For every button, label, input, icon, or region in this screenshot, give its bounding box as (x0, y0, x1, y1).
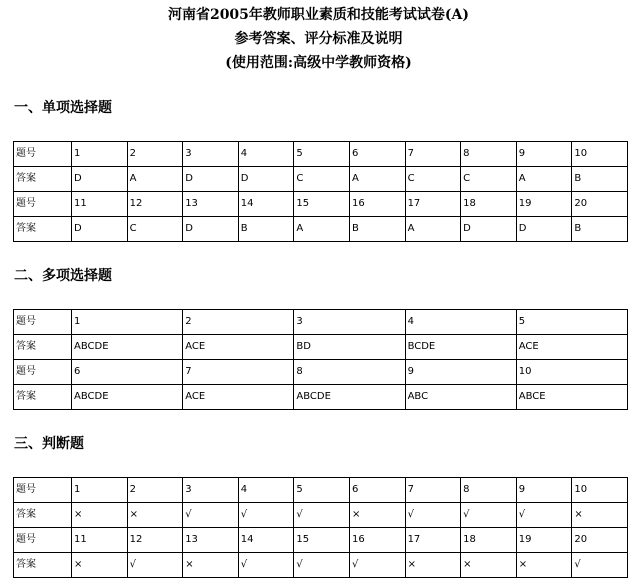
table-cell: 13 (183, 192, 239, 217)
table-cell: 7 (183, 360, 294, 385)
table-cell: 6 (72, 360, 183, 385)
table-row (14, 167, 628, 192)
table-cell: 5 (294, 478, 350, 503)
document-subtitle: 参考答案、评分标准及说明 (234, 31, 403, 47)
table-cell: 2 (183, 310, 294, 335)
table-cell: √ (294, 553, 350, 578)
table-cell: 15 (294, 192, 350, 217)
table-cell: 答案 (14, 335, 72, 360)
table-cell: × (127, 503, 183, 528)
table-cell: 4 (238, 478, 294, 503)
table-cell: 5 (516, 310, 627, 335)
table-cell: 1 (72, 478, 128, 503)
table-cell: ABCDE (72, 335, 183, 360)
table-row (14, 385, 628, 410)
table-cell: B (572, 167, 628, 192)
table-cell: 题号 (14, 192, 72, 217)
table-cell: 17 (405, 528, 461, 553)
table-cell: × (72, 503, 128, 528)
table-cell: 7 (405, 142, 461, 167)
section-heading-single-choice: 一、单项选择题 (14, 100, 112, 116)
table-cell: 2 (127, 478, 183, 503)
table-cell: 2 (127, 142, 183, 167)
table-cell: √ (183, 503, 239, 528)
table-cell: 16 (349, 528, 405, 553)
table-cell: A (516, 167, 572, 192)
table-cell: C (127, 217, 183, 242)
table-cell: 19 (516, 192, 572, 217)
table-row (14, 528, 628, 553)
table-cell: 3 (183, 142, 239, 167)
table-cell: 15 (294, 528, 350, 553)
table-cell: × (516, 553, 572, 578)
table-cell: 6 (349, 142, 405, 167)
table-cell: ACE (183, 335, 294, 360)
table-cell: D (72, 217, 128, 242)
single-choice-answer-table (13, 141, 628, 242)
table-cell: 3 (183, 478, 239, 503)
table-cell: 16 (349, 192, 405, 217)
table-cell: 4 (238, 142, 294, 167)
table-cell: 题号 (14, 360, 72, 385)
table-cell: D (72, 167, 128, 192)
table-cell: 17 (405, 192, 461, 217)
table-cell: 19 (516, 528, 572, 553)
document-title: 河南省2005年教师职业素质和技能考试试卷(A) (167, 7, 470, 23)
table-cell: × (572, 503, 628, 528)
table-cell: 题号 (14, 478, 72, 503)
table-cell: A (405, 217, 461, 242)
table-cell: 题号 (14, 142, 72, 167)
table-row (14, 192, 628, 217)
table-cell: × (72, 553, 128, 578)
table-cell: × (183, 553, 239, 578)
table-cell: 11 (72, 528, 128, 553)
table-cell: ACE (183, 385, 294, 410)
table-cell: × (405, 553, 461, 578)
table-cell: C (405, 167, 461, 192)
table-cell: 9 (405, 360, 516, 385)
table-cell: 题号 (14, 310, 72, 335)
table-cell: BD (294, 335, 405, 360)
table-cell: 答案 (14, 217, 72, 242)
table-cell: 11 (72, 192, 128, 217)
table-row (14, 335, 628, 360)
table-cell: 8 (294, 360, 405, 385)
table-cell: 9 (516, 142, 572, 167)
table-cell: 3 (294, 310, 405, 335)
table-cell: 4 (405, 310, 516, 335)
table-cell: 10 (572, 142, 628, 167)
table-row (14, 310, 628, 335)
table-cell: 1 (72, 142, 128, 167)
usage-scope: (使用范围:高级中学教师资格) (225, 55, 412, 71)
table-cell: 5 (294, 142, 350, 167)
table-cell: 答案 (14, 167, 72, 192)
table-cell: 6 (349, 478, 405, 503)
table-cell: BCDE (405, 335, 516, 360)
table-cell: 12 (127, 192, 183, 217)
table-cell: 答案 (14, 385, 72, 410)
table-cell: 18 (461, 192, 517, 217)
table-cell: ABC (405, 385, 516, 410)
table-cell: B (349, 217, 405, 242)
table-cell: 12 (127, 528, 183, 553)
multiple-choice-answer-table (13, 309, 628, 410)
table-cell: A (294, 217, 350, 242)
table-row (14, 142, 628, 167)
table-cell: ABCE (516, 385, 627, 410)
table-cell: 答案 (14, 503, 72, 528)
table-cell: ACE (516, 335, 627, 360)
table-cell: 10 (572, 478, 628, 503)
table-cell: √ (238, 553, 294, 578)
table-cell: D (516, 217, 572, 242)
section-heading-true-false: 三、判断题 (14, 436, 84, 452)
table-cell: × (349, 503, 405, 528)
table-cell: 20 (572, 192, 628, 217)
table-row (14, 360, 628, 385)
table-cell: √ (349, 553, 405, 578)
table-cell: √ (572, 553, 628, 578)
table-cell: 8 (461, 142, 517, 167)
table-cell: √ (405, 503, 461, 528)
table-row (14, 478, 628, 503)
table-row (14, 503, 628, 528)
table-cell: B (238, 217, 294, 242)
table-cell: 14 (238, 192, 294, 217)
table-cell: 10 (516, 360, 627, 385)
table-cell: A (349, 167, 405, 192)
table-cell: D (183, 167, 239, 192)
table-cell: √ (238, 503, 294, 528)
table-cell: 18 (461, 528, 517, 553)
table-cell: 9 (516, 478, 572, 503)
table-cell: √ (516, 503, 572, 528)
table-cell: C (461, 167, 517, 192)
table-cell: ABCDE (72, 385, 183, 410)
table-cell: √ (127, 553, 183, 578)
table-cell: 7 (405, 478, 461, 503)
section-heading-multiple-choice: 二、多项选择题 (14, 268, 112, 284)
table-cell: C (294, 167, 350, 192)
table-cell: 13 (183, 528, 239, 553)
true-false-answer-table (13, 477, 628, 578)
table-cell: D (461, 217, 517, 242)
table-cell: 20 (572, 528, 628, 553)
table-cell: 题号 (14, 528, 72, 553)
table-cell: 答案 (14, 553, 72, 578)
table-row (14, 553, 628, 578)
table-cell: √ (294, 503, 350, 528)
table-cell: × (461, 553, 517, 578)
table-cell: D (238, 167, 294, 192)
table-cell: ABCDE (294, 385, 405, 410)
table-cell: A (127, 167, 183, 192)
table-cell: B (572, 217, 628, 242)
table-cell: 1 (72, 310, 183, 335)
table-cell: 14 (238, 528, 294, 553)
table-cell: 8 (461, 478, 517, 503)
table-row (14, 217, 628, 242)
table-cell: D (183, 217, 239, 242)
table-cell: √ (461, 503, 517, 528)
